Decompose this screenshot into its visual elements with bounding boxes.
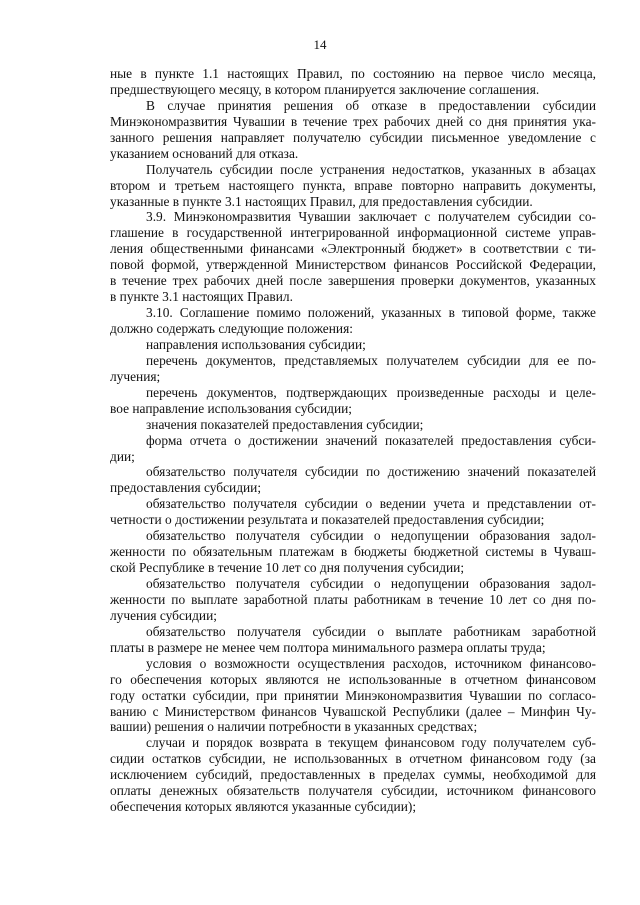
text-line: предшествующего месяцу, в котором планируется заключение соглашения. (110, 81, 540, 97)
paragraph (110, 353, 596, 385)
paragraph (110, 576, 596, 624)
text-line: дии; (110, 448, 135, 464)
text-line: женности по обязательным платежам в бюджеты бюджетной системы в Чуваш- (110, 544, 596, 560)
text-line: Получатель субсидии после устранения недостатков, указанных в абзацах (146, 161, 596, 177)
text-line: в пункте 3.1 настоящих Правил. (110, 289, 293, 305)
text-line: вое направление использования субсидии; (110, 400, 353, 416)
text-line: В случае принятия решения об отказе в предоставлении субсидии (146, 97, 596, 113)
text-line: ской Республике в течение 10 лет со дня получения субсидии; (110, 560, 465, 576)
text-line: обязательство получателя субсидии о выплате работникам заработной (146, 623, 596, 639)
paragraph (110, 162, 596, 210)
paragraph (110, 98, 596, 162)
paragraph (110, 464, 596, 496)
text-line: ванию с Министерством финансов Чувашской Республики (далее – Минфин Чу- (110, 703, 596, 719)
text-line: предоставления субсидии; (110, 480, 262, 496)
text-line: значения показателей предоставления субсидии; (146, 416, 424, 432)
text-line: оплаты денежных обязательств получателя субсидии, источником финансового (110, 783, 596, 799)
text-line: в течение трех рабочих дней после завершения проверки документов, указанных (110, 273, 596, 289)
text-line: повой формой, утвержденной Министерством финансов Российской Федерации, (110, 257, 596, 273)
text-line: условия о возможности осуществления расходов, источником финансово- (146, 655, 596, 671)
text-line: вашии) решения о наличии потребности в указанных средствах; (110, 719, 478, 735)
text-line: платы в размере не менее чем полтора минимального размера оплаты труда; (110, 639, 546, 655)
text-line: занного решения направляет получателю субсидии письменное уведомление с (110, 129, 596, 145)
text-line: указанием оснований для отказа. (110, 145, 299, 161)
paragraph (110, 209, 596, 305)
paragraph (110, 305, 596, 337)
text-line: четности о достижении результата и показателей предоставления субсидии; (110, 512, 545, 528)
text-line: обязательство получателя субсидии по достижению значений показателей (146, 464, 596, 480)
text-line: случаи и порядок возврата в текущем финансовом году получателем суб- (146, 735, 596, 751)
text-line: сидии остатков субсидии, не использованных в отчетном финансовом году (за (110, 751, 596, 767)
text-line: направления использования субсидии; (146, 336, 366, 352)
text-line: обязательство получателя субсидии о недопущении образования задол- (146, 528, 596, 544)
paragraph (110, 528, 596, 576)
paragraph (110, 385, 596, 417)
text-line: глашение в государственной интегрированной информационной системе управ- (110, 225, 596, 241)
text-line: Минэкономразвития Чувашии в течение трех рабочих дней со дня принятия ука- (110, 113, 596, 129)
text-line: ления общественными финансами «Электронный бюджет» в соответствии с ти- (110, 241, 596, 257)
text-line: 3.10. Соглашение помимо положений, указанных в типовой форме, также (146, 305, 596, 321)
paragraph (110, 337, 596, 353)
text-line: должно содержать следующие положения: (110, 321, 353, 336)
text-line: 3.9. Минэкономразвития Чувашии заключает с получателем субсидии со- (146, 209, 596, 225)
document-body (110, 66, 596, 815)
text-line: перечень документов, представляемых получателем субсидии для ее по- (146, 352, 596, 368)
text-line: го обеспечения которых являются не использованные в отчетном финансовом (110, 671, 596, 687)
paragraph (110, 66, 596, 98)
page-number: 14 (313, 37, 327, 52)
paragraph (110, 624, 596, 656)
text-line: лучения субсидии; (110, 607, 217, 623)
text-line: лучения; (110, 368, 161, 384)
text-line: форма отчета о достижении значений показателей предоставления субси- (146, 432, 596, 448)
text-line: обязательство получателя субсидии о недопущении образования задол- (146, 576, 596, 591)
text-line: перечень документов, подтверждающих произведенные расходы и целе- (146, 384, 596, 400)
text-line: втором и третьем настоящего пункта, вправе повторно направить документы, (110, 177, 596, 193)
paragraph (110, 417, 596, 433)
text-line: ные в пункте 1.1 настоящих Правил, по состоянию на первое число месяца, (110, 66, 596, 81)
paragraph (110, 656, 596, 736)
text-line: указанные в пункте 3.1 настоящих Правил, для предоставления субсидии. (110, 193, 533, 209)
paragraph (110, 433, 596, 465)
text-line: исключением субсидий, предоставленных в пределах суммы, необходимой для (110, 767, 596, 783)
text-line: обязательство получателя субсидии о ведении учета и представлении от- (146, 496, 596, 512)
text-line: женности по выплате заработной платы работникам в течение 10 лет со дня по- (110, 591, 596, 607)
paragraph (110, 496, 596, 528)
text-line: году остатки субсидии, при принятии Минэкономразвития Чувашии по согласо- (110, 687, 596, 703)
text-line: обеспечения которых являются указанные субсидии); (110, 799, 417, 815)
paragraph (110, 735, 596, 815)
